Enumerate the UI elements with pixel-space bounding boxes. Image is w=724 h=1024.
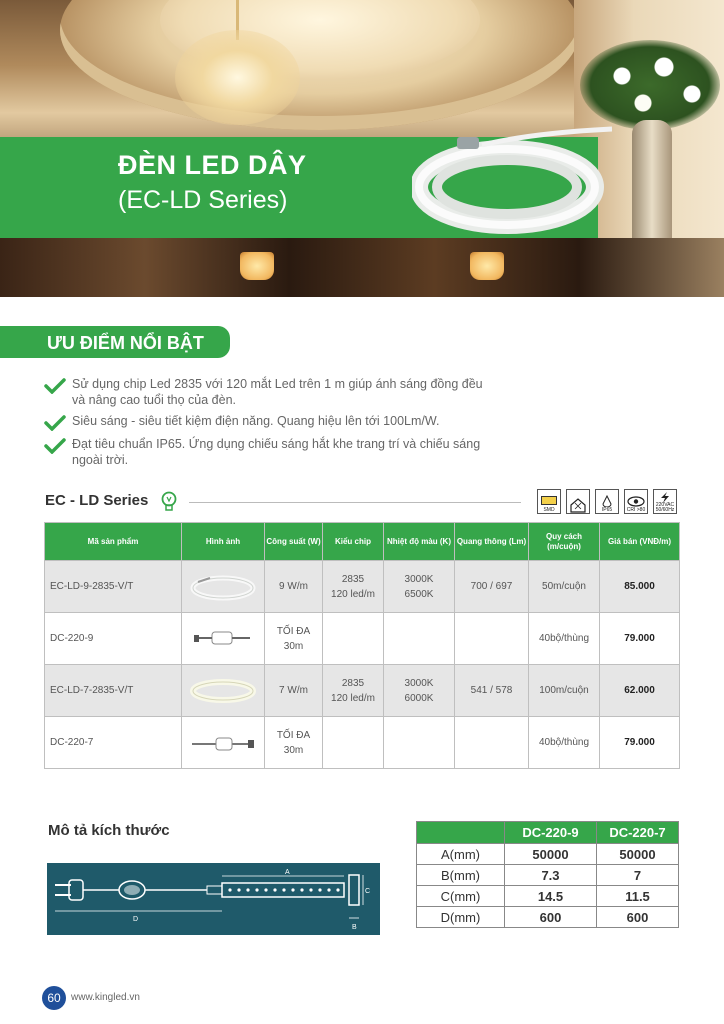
list-item (44, 377, 494, 408)
temp-cell (384, 561, 455, 613)
table-lamp (470, 252, 504, 280)
cri-icon (624, 489, 648, 514)
product-table (44, 522, 680, 769)
price-cell: 62.000 (600, 665, 680, 717)
column-header: DC-220-9 (505, 822, 597, 844)
dimension-value: 11.5 (597, 886, 679, 907)
table-header-row (45, 523, 680, 561)
product-code: DC-220-7 (45, 717, 182, 769)
advantages-list (44, 377, 494, 474)
color-temp: 3000K (404, 677, 434, 689)
lumen-cell (455, 613, 529, 665)
advantage-text: Sử dụng chip Led 2835 với 120 mắt Led trên 1 m giúp ánh sáng đồng đều và nâng cao tuổi thọ của đèn. (72, 377, 483, 407)
advantage-text: Siêu sáng - siêu tiết kiệm điện năng. Quang hiệu lên tới 100Lm/W. (72, 414, 440, 428)
column-header: Nhiệt độ màu (K) (384, 523, 455, 561)
price-cell: 79.000 (600, 613, 680, 665)
power-cell (265, 561, 323, 613)
dimension-value: 50000 (505, 844, 597, 865)
flower-bouquet (580, 40, 720, 130)
column-header: DC-220-7 (597, 822, 679, 844)
lumen-cell: 700 / 697 (455, 561, 529, 613)
list-item (44, 414, 494, 431)
indoor-icon (566, 489, 590, 514)
product-image-cell (182, 613, 265, 665)
led-strip-thumbnail (188, 572, 258, 602)
dimension-label: B(mm) (417, 865, 505, 886)
product-code: EC-LD-7-2835-V/T (45, 665, 182, 717)
dimensions-table (416, 821, 679, 928)
website-link[interactable]: www.kingled.vn (71, 992, 140, 1003)
price-cell: 85.000 (600, 561, 680, 613)
ip65-icon (595, 489, 619, 514)
product-code: DC-220-9 (45, 613, 182, 665)
product-image-cell (182, 717, 265, 769)
label-a: A (285, 869, 290, 876)
led-strip-thumbnail (188, 676, 258, 706)
label-c: C (365, 888, 371, 895)
series-title: EC - LD Series (45, 492, 149, 509)
dimension-value: 7.3 (505, 865, 597, 886)
dimension-value: 600 (505, 907, 597, 928)
page-number: 60 (42, 986, 66, 1010)
voltage-icon (653, 489, 677, 514)
pack-cell: 100m/cuộn (529, 665, 600, 717)
eye-icon (627, 496, 645, 507)
cri-label: CRI >80 (626, 507, 646, 513)
power-cell (265, 717, 323, 769)
pack-cell: 50m/cuộn (529, 561, 600, 613)
table-row (417, 844, 679, 865)
spec-icons (537, 489, 677, 514)
price-cell: 79.000 (600, 717, 680, 769)
divider (189, 502, 521, 503)
chip-type: 2835 (341, 573, 365, 585)
color-temp: 3000K (404, 573, 434, 585)
temp-cell (384, 665, 455, 717)
smd-chip-shape (541, 496, 557, 505)
power-value: 7 W/m (279, 685, 308, 696)
table-row (417, 886, 679, 907)
table-header-row (417, 822, 679, 844)
table-lamp (240, 252, 274, 280)
ip65-label: IP65 (601, 507, 613, 513)
product-image-cell (182, 561, 265, 613)
chip-density: 120 led/m (331, 692, 375, 704)
table-row (417, 865, 679, 886)
lumen-cell (455, 717, 529, 769)
chandelier (175, 30, 300, 125)
power-value: 30m (283, 640, 304, 652)
glass-vase (632, 120, 672, 250)
table-row (45, 613, 680, 665)
voltage-label: 220VAC 50/60Hz (655, 502, 675, 513)
column-header: Quang thông (Lm) (455, 523, 529, 561)
label-b: B (352, 924, 357, 931)
check-icon (44, 378, 66, 394)
color-temp: 6000K (404, 692, 434, 704)
chip-cell (323, 665, 384, 717)
water-drop-icon (599, 495, 615, 507)
dimension-value: 14.5 (505, 886, 597, 907)
advantage-text: Đạt tiêu chuẩn IP65. Ứng dụng chiếu sáng hắt khe trang trí và chiếu sáng ngoài trời. (72, 437, 481, 467)
product-code: EC-LD-9-2835-V/T (45, 561, 182, 613)
smd-label: SMD (543, 507, 555, 513)
power-cell (265, 613, 323, 665)
power-value: TỐI ĐA (276, 625, 311, 637)
temp-cell (384, 717, 455, 769)
dimension-diagram (47, 863, 380, 935)
dimensions-title: Mô tả kích thước (48, 822, 170, 839)
bulb-icon (160, 491, 178, 513)
temp-cell (384, 613, 455, 665)
lumen-cell: 541 / 578 (455, 665, 529, 717)
connector-thumbnail (192, 624, 254, 654)
chip-type: 2835 (341, 677, 365, 689)
column-header: Hình ảnh (182, 523, 265, 561)
smd-icon (537, 489, 561, 514)
page-subtitle: (EC-LD Series) (118, 186, 288, 214)
column-header: Giá bán (VNĐ/m) (600, 523, 680, 561)
column-header: Quy cách (m/cuộn) (529, 523, 600, 561)
room-interior (0, 238, 724, 297)
table-row (417, 907, 679, 928)
table-row (45, 717, 680, 769)
color-temp: 6500K (404, 588, 434, 600)
column-header: Mã sản phẩm (45, 523, 182, 561)
chip-density: 120 led/m (331, 588, 375, 600)
column-header (417, 822, 505, 844)
table-row (45, 665, 680, 717)
check-icon (44, 415, 66, 431)
check-icon (44, 438, 66, 454)
power-cell (265, 665, 323, 717)
dimension-value: 600 (597, 907, 679, 928)
chip-cell (323, 613, 384, 665)
product-image-cell (182, 665, 265, 717)
list-item (44, 437, 494, 468)
column-header: Công suất (W) (265, 523, 323, 561)
pack-cell: 40bộ/thùng (529, 717, 600, 769)
page-title: ĐÈN LED DÂY (118, 150, 307, 180)
power-value: 30m (283, 744, 304, 756)
chip-cell (323, 717, 384, 769)
power-value: 9 W/m (279, 581, 308, 592)
chip-cell (323, 561, 384, 613)
dimension-value: 7 (597, 865, 679, 886)
dimension-label: A(mm) (417, 844, 505, 865)
dimension-label: D(mm) (417, 907, 505, 928)
pack-cell: 40bộ/thùng (529, 613, 600, 665)
dimension-label: C(mm) (417, 886, 505, 907)
table-row (45, 561, 680, 613)
led-strip-image (412, 125, 612, 235)
connector-thumbnail (188, 732, 258, 754)
column-header: Kiểu chip (323, 523, 384, 561)
label-d: D (133, 916, 139, 923)
power-value: TỐI ĐA (276, 729, 311, 741)
advantages-title: ƯU ĐIỂM NỔI BẬT (47, 333, 204, 353)
house-icon (569, 497, 587, 513)
dimension-value: 50000 (597, 844, 679, 865)
